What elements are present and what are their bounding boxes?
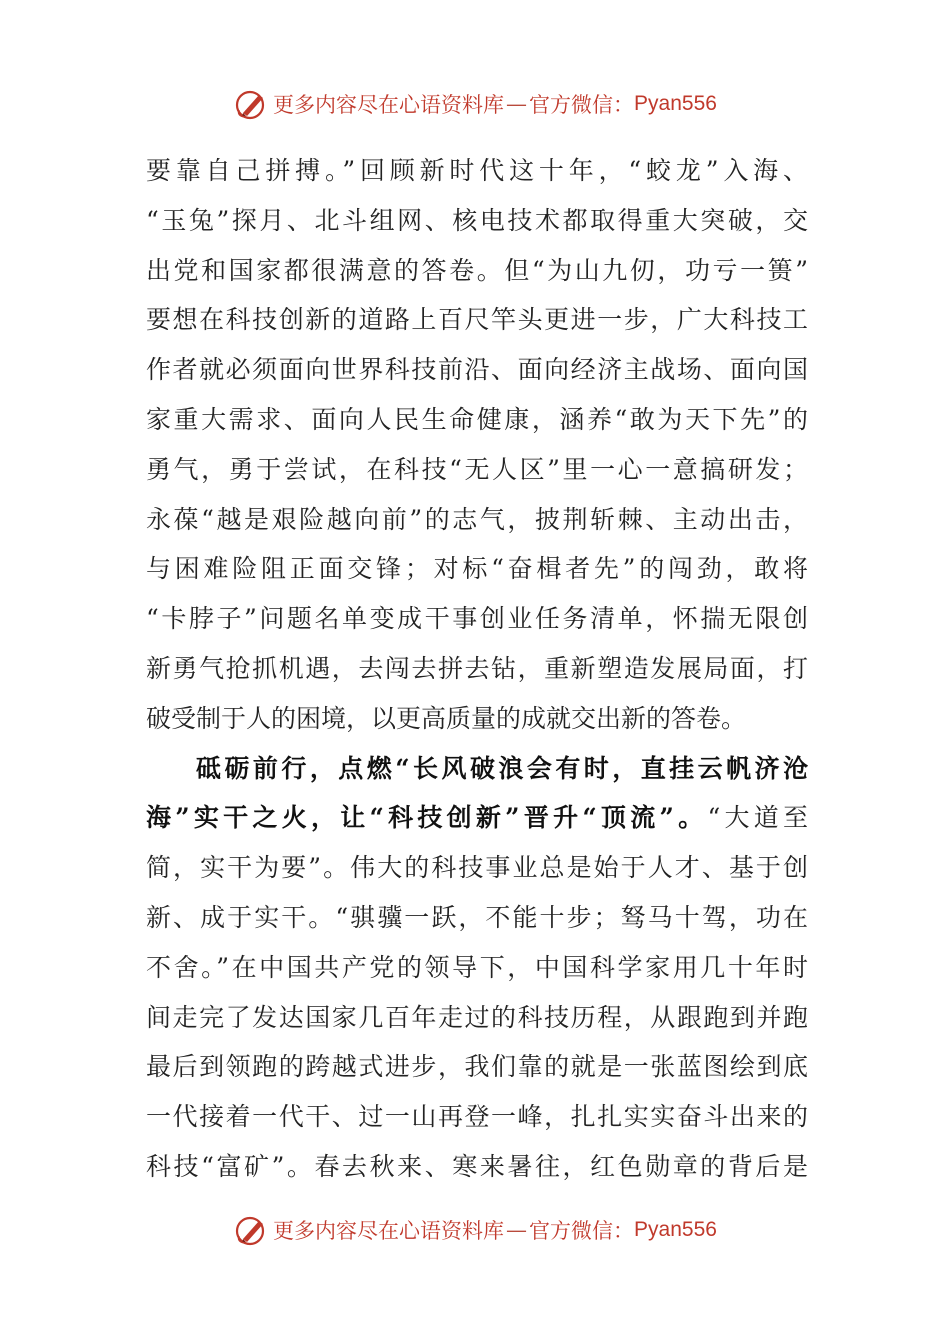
text-line: 简，实干为要”。伟大的科技事业总是始于人才、基于创 [146,853,808,883]
text-line: 作者就必须面向世界科技前沿、面向经济主战场、面向国 [146,355,808,385]
section-heading-line: 砥砺前行，点燃“长风破浪会有时，直挂云帆济沧 [196,753,808,783]
section-heading-line [146,793,808,843]
text-line: “卡脖子”问题名单变成干事创业任务清单，怀揣无限创 [146,604,808,634]
text-line: 不舍。”在中国共产党的领导下，中国科学家用几十年时 [146,952,808,982]
text-line: 与困难险阻正面交锋；对标“奋楫者先”的闯劲，敢将 [146,554,808,584]
text-line: 最后到领跑的跨越式进步，我们靠的就是一张蓝图绘到底 [146,1052,808,1082]
text-line: 勇气，勇于尝试，在科技“无人区”里一心一意搞研发； [146,454,808,484]
section-heading-text: 海”实干之火，让“科技创新”晋升“顶流”。 [146,803,708,833]
footer-site-name: 更多内容尽在心语资料库 [273,1219,505,1243]
pen-logo-icon [233,1212,269,1248]
text-line: 新、成于实干。“骐骥一跃，不能十步；驽马十驾，功在 [146,902,808,932]
text-line: 要靠自己拼搏。”回顾新时代这十年，“蛟龙”入海、 [146,156,808,185]
footer-banner [0,1208,950,1252]
text-line: 间走完了发达国家几百年走过的科技历程，从跟跑到并跑 [146,1002,808,1032]
header-wechat-label: 官方微信： [529,93,635,117]
text-line: 永葆“越是艰险越向前”的志气，披荆斩棘、主动出击， [146,504,808,534]
header-site-name: 更多内容尽在心语资料库 [273,93,505,117]
text-line: 要想在科技创新的道路上百尺竿头更进一步，广大科技工 [146,305,808,335]
footer-separator: — [506,1218,528,1242]
pen-logo-icon [233,86,269,122]
header-banner [0,82,950,126]
text-line: 新勇气抢抓机遇，去闯去拼去钻，重新塑造发展局面，打 [146,653,808,683]
document-body [146,146,808,1192]
text-line: 破受制于人的困境，以更高质量的成就交出新的答卷。 [146,703,747,733]
footer-wechat-label: 官方微信： [529,1219,635,1243]
text-line: 家重大需求、面向人民生命健康，涵养“敢为天下先”的 [146,404,808,434]
text-line: “玉兔”探月、北斗组网、核电技术都取得重大突破，交 [146,205,808,235]
text-line: 出党和国家都很满意的答卷。但“为山九仞，功亏一篑” [146,255,808,285]
header-separator: — [506,92,528,116]
footer-wechat-id: Pyan556 [634,1218,717,1241]
text-span: “大道至 [707,803,809,833]
text-line: 科技“富矿”。春去秋来、寒来暑往，红色勋章的背后是 [146,1151,808,1181]
text-line: 一代接着一代干、过一山再登一峰，扎扎实实奋斗出来的 [146,1102,808,1132]
header-wechat-id: Pyan556 [634,92,717,115]
